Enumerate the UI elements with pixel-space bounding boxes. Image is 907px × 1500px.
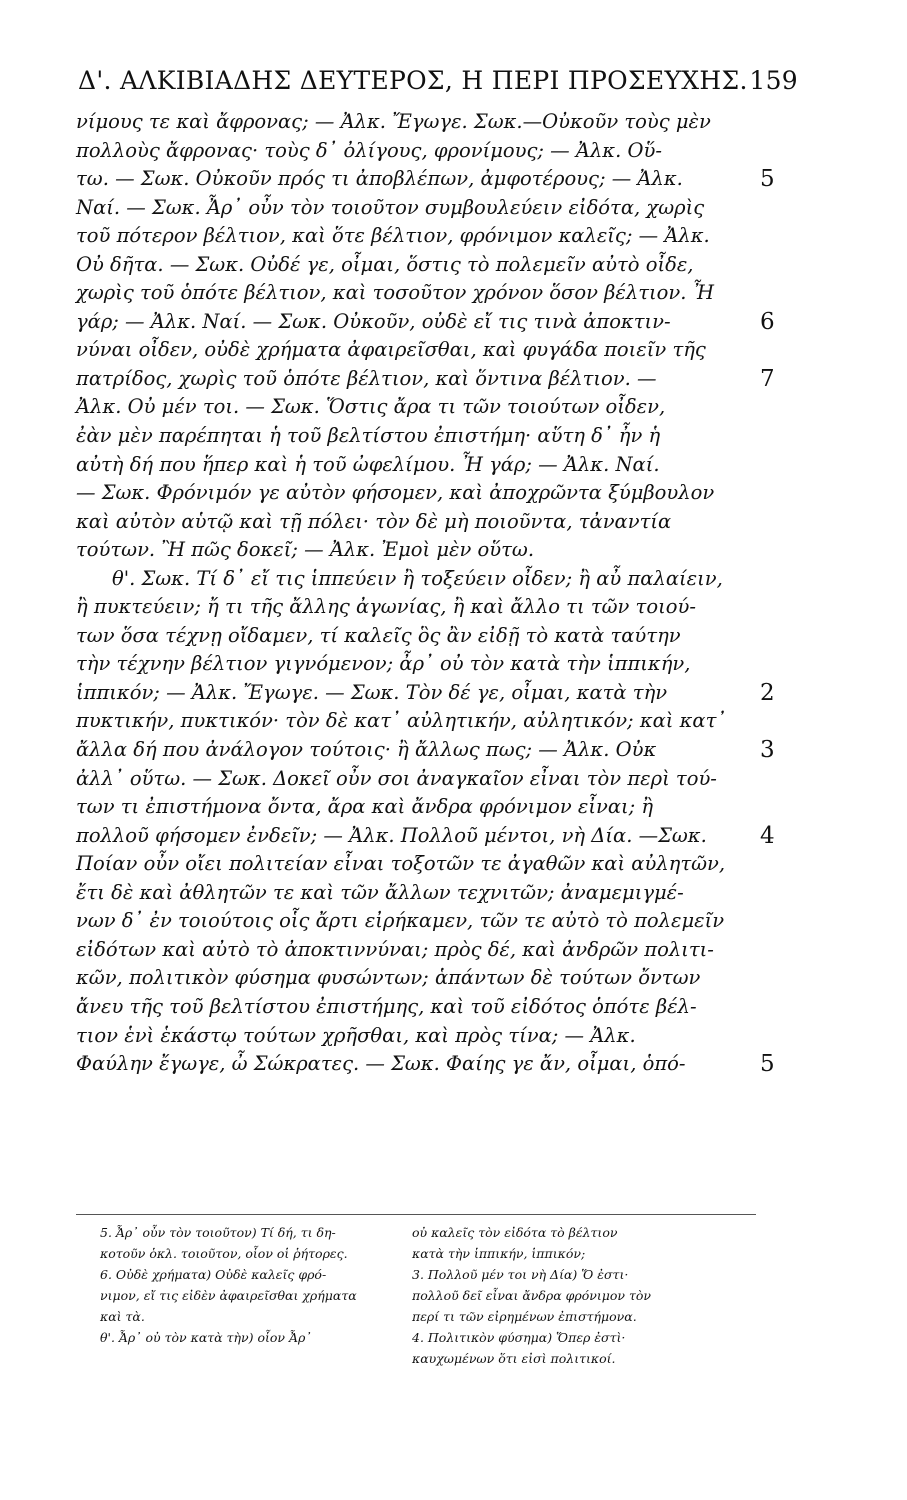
footnote-line: 3. Πολλοῦ μέν τοι νὴ Δία) Ὅ ἐστι· <box>412 1267 629 1282</box>
line-text: πολλοῦ φήσομεν ἐνδεῖν; — Ἀλκ. Πολλοῦ μέντοι, νὴ Δία. —Σωκ. <box>76 823 707 847</box>
footnote-line: θ'. Ἆρ᾽ οὐ τὸν κατὰ τὴν) οἷον Ἆρ᾽ <box>100 1330 312 1345</box>
text-line <box>76 222 756 251</box>
text-line <box>76 165 775 194</box>
line-text: γάρ; — Ἀλκ. Ναί. — Σωκ. Οὐκοῦν, οὐδὲ εἴ τις τινὰ ἀποκτιν- <box>76 309 671 333</box>
line-text: Φαύλην ἔγωγε, ὦ Σώκρατες. — Σωκ. Φαίης γε ἄν, οἶμαι, ὁπό- <box>76 1052 686 1076</box>
text-line <box>76 137 756 166</box>
line-text: Ποίαν οὖν οἴει πολιτείαν εἶναι τοξοτῶν τε ἀγαθῶν καὶ αὐλητῶν, <box>76 852 726 876</box>
text-line <box>76 365 775 394</box>
line-text: ἄλλα δή που ἀνάλογον τούτοις· ἢ ἄλλως πως; — Ἀλκ. Οὐκ <box>76 738 657 762</box>
footnote-line: 4. Πολιτικὸν φύσημα) Ὅπερ ἐστὶ· <box>412 1330 626 1345</box>
line-text: θ'. Σωκ. Τί δ᾽ εἴ τις ἱππεύειν ἢ τοξεύειν οἶδεν; ἢ αὖ παλαίειν, <box>112 566 723 590</box>
text-line <box>76 451 756 480</box>
text-line <box>76 393 756 422</box>
margin-number: 3 <box>760 737 775 764</box>
line-text: ἱππικόν; — Ἀλκ. Ἔγωγε. — Σωκ. Τὸν δέ γε, οἶμαι, κατὰ τὴν <box>76 680 668 704</box>
text-line <box>76 736 775 765</box>
text-line <box>76 336 756 365</box>
line-text: ἔτι δὲ καὶ ἀθλητῶν τε καὶ τῶν ἄλλων τεχνιτῶν; ἀναμεμιγμέ- <box>76 880 684 904</box>
footnote-line: περί τι τῶν εἰρημένων ἐπιστήμονα. <box>412 1309 637 1324</box>
line-text: νων δ᾽ ἐν τοιούτοις οἷς ἄρτι εἰρήκαμεν, τῶν τε αὐτὸ τὸ πολεμεῖν <box>76 909 725 933</box>
footnote-divider <box>76 1214 756 1215</box>
margin-number: 6 <box>760 308 775 335</box>
text-line <box>76 850 756 879</box>
footnotes-left-column <box>100 1222 400 1348</box>
text-line <box>76 822 775 851</box>
page-number: 159 <box>749 66 798 95</box>
text-line <box>76 251 756 280</box>
running-header <box>78 66 798 106</box>
line-text: ἀλλ᾽ οὕτω. — Σωκ. Δοκεῖ οὖν σοι ἀναγκαῖον εἶναι τὸν περὶ τού- <box>76 766 717 790</box>
line-text: τοῦ πότερον βέλτιον, καὶ ὅτε βέλτιον, φρόνιμον καλεῖς; — Ἀλκ. <box>76 224 710 248</box>
line-text: τούτων. Ἢ πῶς δοκεῖ; — Ἀλκ. Ἐμοὶ μὲν οὕτω. <box>76 538 535 562</box>
text-line <box>76 907 756 936</box>
line-text: ἢ πυκτεύειν; ἤ τι τῆς ἄλλης ἀγωνίας, ἢ καὶ ἄλλο τι τῶν τοιού- <box>76 595 696 619</box>
margin-number: 4 <box>760 822 775 849</box>
line-text: των τι ἐπιστήμονα ὄντα, ἄρα καὶ ἄνδρα φρόνιμον εἶναι; ἢ <box>76 795 654 819</box>
main-text <box>76 108 775 1079</box>
text-line <box>76 565 756 594</box>
text-line <box>76 650 756 679</box>
footnote-line: κοτοῦν ὁκλ. τοιοῦτον, οἷον οἱ ῥήτορες. <box>100 1246 348 1261</box>
text-line <box>76 479 756 508</box>
line-text: ἐὰν μὲν παρέπηται ἡ τοῦ βελτίστου ἐπιστήμη· αὕτη δ᾽ ἦν ἡ <box>76 424 661 448</box>
text-line <box>76 964 756 993</box>
footnote-line: νιμον, εἴ τις εἰδὲν ἀφαιρεῖσθαι χρήματα <box>100 1288 357 1303</box>
text-line <box>76 508 756 537</box>
line-text: Οὐ δῆτα. — Σωκ. Οὐδέ γε, οἶμαι, ὅστις τὸ πολεμεῖν αὐτὸ οἶδε, <box>76 252 694 276</box>
text-line <box>76 593 756 622</box>
footnote-line: πολλοῦ δεῖ εἶναι ἄνδρα φρόνιμον τὸν <box>412 1288 652 1303</box>
margin-number: 2 <box>760 679 775 706</box>
footnote-line: καυχωμένων ὅτι εἰσὶ πολιτικοί. <box>412 1351 616 1366</box>
footnotes-right-column <box>412 1222 767 1369</box>
footnote-line: 5. Ἆρ᾽ οὖν τὸν τοιοῦτον) Τί δή, τι δη- <box>100 1225 336 1240</box>
line-text: χωρὶς τοῦ ὁπότε βέλτιον, καὶ τοσοῦτον χρόνον ὅσον βέλτιον. Ἦ <box>76 281 715 305</box>
line-text: των ὅσα τέχνῃ οἴδαμεν, τί καλεῖς ὃς ἂν εἰδῇ τὸ κατὰ ταύτην <box>76 623 681 647</box>
text-line <box>76 279 756 308</box>
text-line <box>76 422 756 451</box>
text-line <box>76 679 775 708</box>
margin-number: 5 <box>760 1051 775 1078</box>
text-line <box>76 1022 756 1051</box>
line-text: τω. — Σωκ. Οὐκοῦν πρός τι ἀποβλέπων, ἀμφοτέρους; — Ἀλκ. <box>76 167 683 191</box>
line-text: ἄνευ τῆς τοῦ βελτίστου ἐπιστήμης, καὶ τοῦ εἰδότος ὁπότε βέλ- <box>76 994 697 1018</box>
text-line <box>76 308 775 337</box>
line-text: πυκτικήν, πυκτικόν· τὸν δὲ κατ᾽ αὐλητικήν, αὐλητικόν; καὶ κατ᾽ <box>76 709 727 733</box>
running-title: Δ'. ΑΛΚΙΒΙΑΔΗΣ ΔΕΥΤΕΡΟΣ, Η ΠΕΡΙ ΠΡΟΣΕΥΧΗΣ. <box>78 66 748 95</box>
line-text: εἰδότων καὶ αὐτὸ τὸ ἀποκτιννύναι; πρὸς δέ, καὶ ἀνδρῶν πολιτι- <box>76 937 714 961</box>
text-line <box>76 536 756 565</box>
text-line <box>76 993 756 1022</box>
text-line <box>76 108 756 137</box>
text-line <box>76 936 756 965</box>
line-text: τιον ἑνὶ ἑκάστῳ τούτων χρῆσθαι, καὶ πρὸς τίνα; — Ἀλκ. <box>76 1023 636 1047</box>
line-text: Ναί. — Σωκ. Ἆρ᾽ οὖν τὸν τοιοῦτον συμβουλεύειν εἰδότα, χωρὶς <box>76 195 705 219</box>
footnote-line: 6. Οὐδὲ χρήματα) Οὐδὲ καλεῖς φρό- <box>100 1267 327 1282</box>
line-text: πολλοὺς ἄφρονας· τοὺς δ᾽ ὀλίγους, φρονίμους; — Ἀλκ. Οὕ- <box>76 138 662 162</box>
margin-number: 7 <box>760 365 775 392</box>
text-line <box>76 707 756 736</box>
line-text: αὐτὴ δή που ἥπερ καὶ ἡ τοῦ ὠφελίμου. Ἦ γάρ; — Ἀλκ. Ναί. <box>76 452 660 476</box>
text-line <box>76 793 756 822</box>
footnote-line: καὶ τὰ. <box>100 1309 145 1324</box>
line-text: καὶ αὐτὸν αὑτῷ καὶ τῇ πόλει· τὸν δὲ μὴ ποιοῦντα, τἀναντία <box>76 509 672 533</box>
line-text: — Σωκ. Φρόνιμόν γε αὐτὸν φήσομεν, καὶ ἀποχρῶντα ξύμβουλον <box>76 481 715 505</box>
line-text: Ἀλκ. Οὐ μέν τοι. — Σωκ. Ὅστις ἄρα τι τῶν τοιούτων οἶδεν, <box>76 395 666 419</box>
text-line <box>76 1050 775 1079</box>
line-text: κῶν, πολιτικὸν φύσημα φυσώντων; ἁπάντων δὲ τούτων ὄντων <box>76 966 701 990</box>
margin-number: 5 <box>760 166 775 193</box>
text-line <box>76 622 756 651</box>
footnote-line: οὐ καλεῖς τὸν εἰδότα τὸ βέλτιον <box>412 1225 618 1240</box>
line-text: τὴν τέχνην βέλτιον γιγνόμενον; ἆρ᾽ οὐ τὸν κατὰ τὴν ἱππικήν, <box>76 652 691 676</box>
text-line <box>76 765 756 794</box>
line-text: νίμους τε καὶ ἄφρονας; — Ἀλκ. Ἔγωγε. Σωκ.—Οὐκοῦν τοὺς μὲν <box>76 110 711 133</box>
footnote-line: κατὰ τὴν ἱππικήν, ἱππικόν; <box>412 1246 586 1261</box>
text-line <box>76 879 756 908</box>
line-text: νύναι οἶδεν, οὐδὲ χρήματα ἀφαιρεῖσθαι, καὶ φυγάδα ποιεῖν τῆς <box>76 338 706 362</box>
line-text: πατρίδος, χωρὶς τοῦ ὁπότε βέλτιον, καὶ ὅντινα βέλτιον. — <box>76 366 657 390</box>
text-line <box>76 194 756 223</box>
